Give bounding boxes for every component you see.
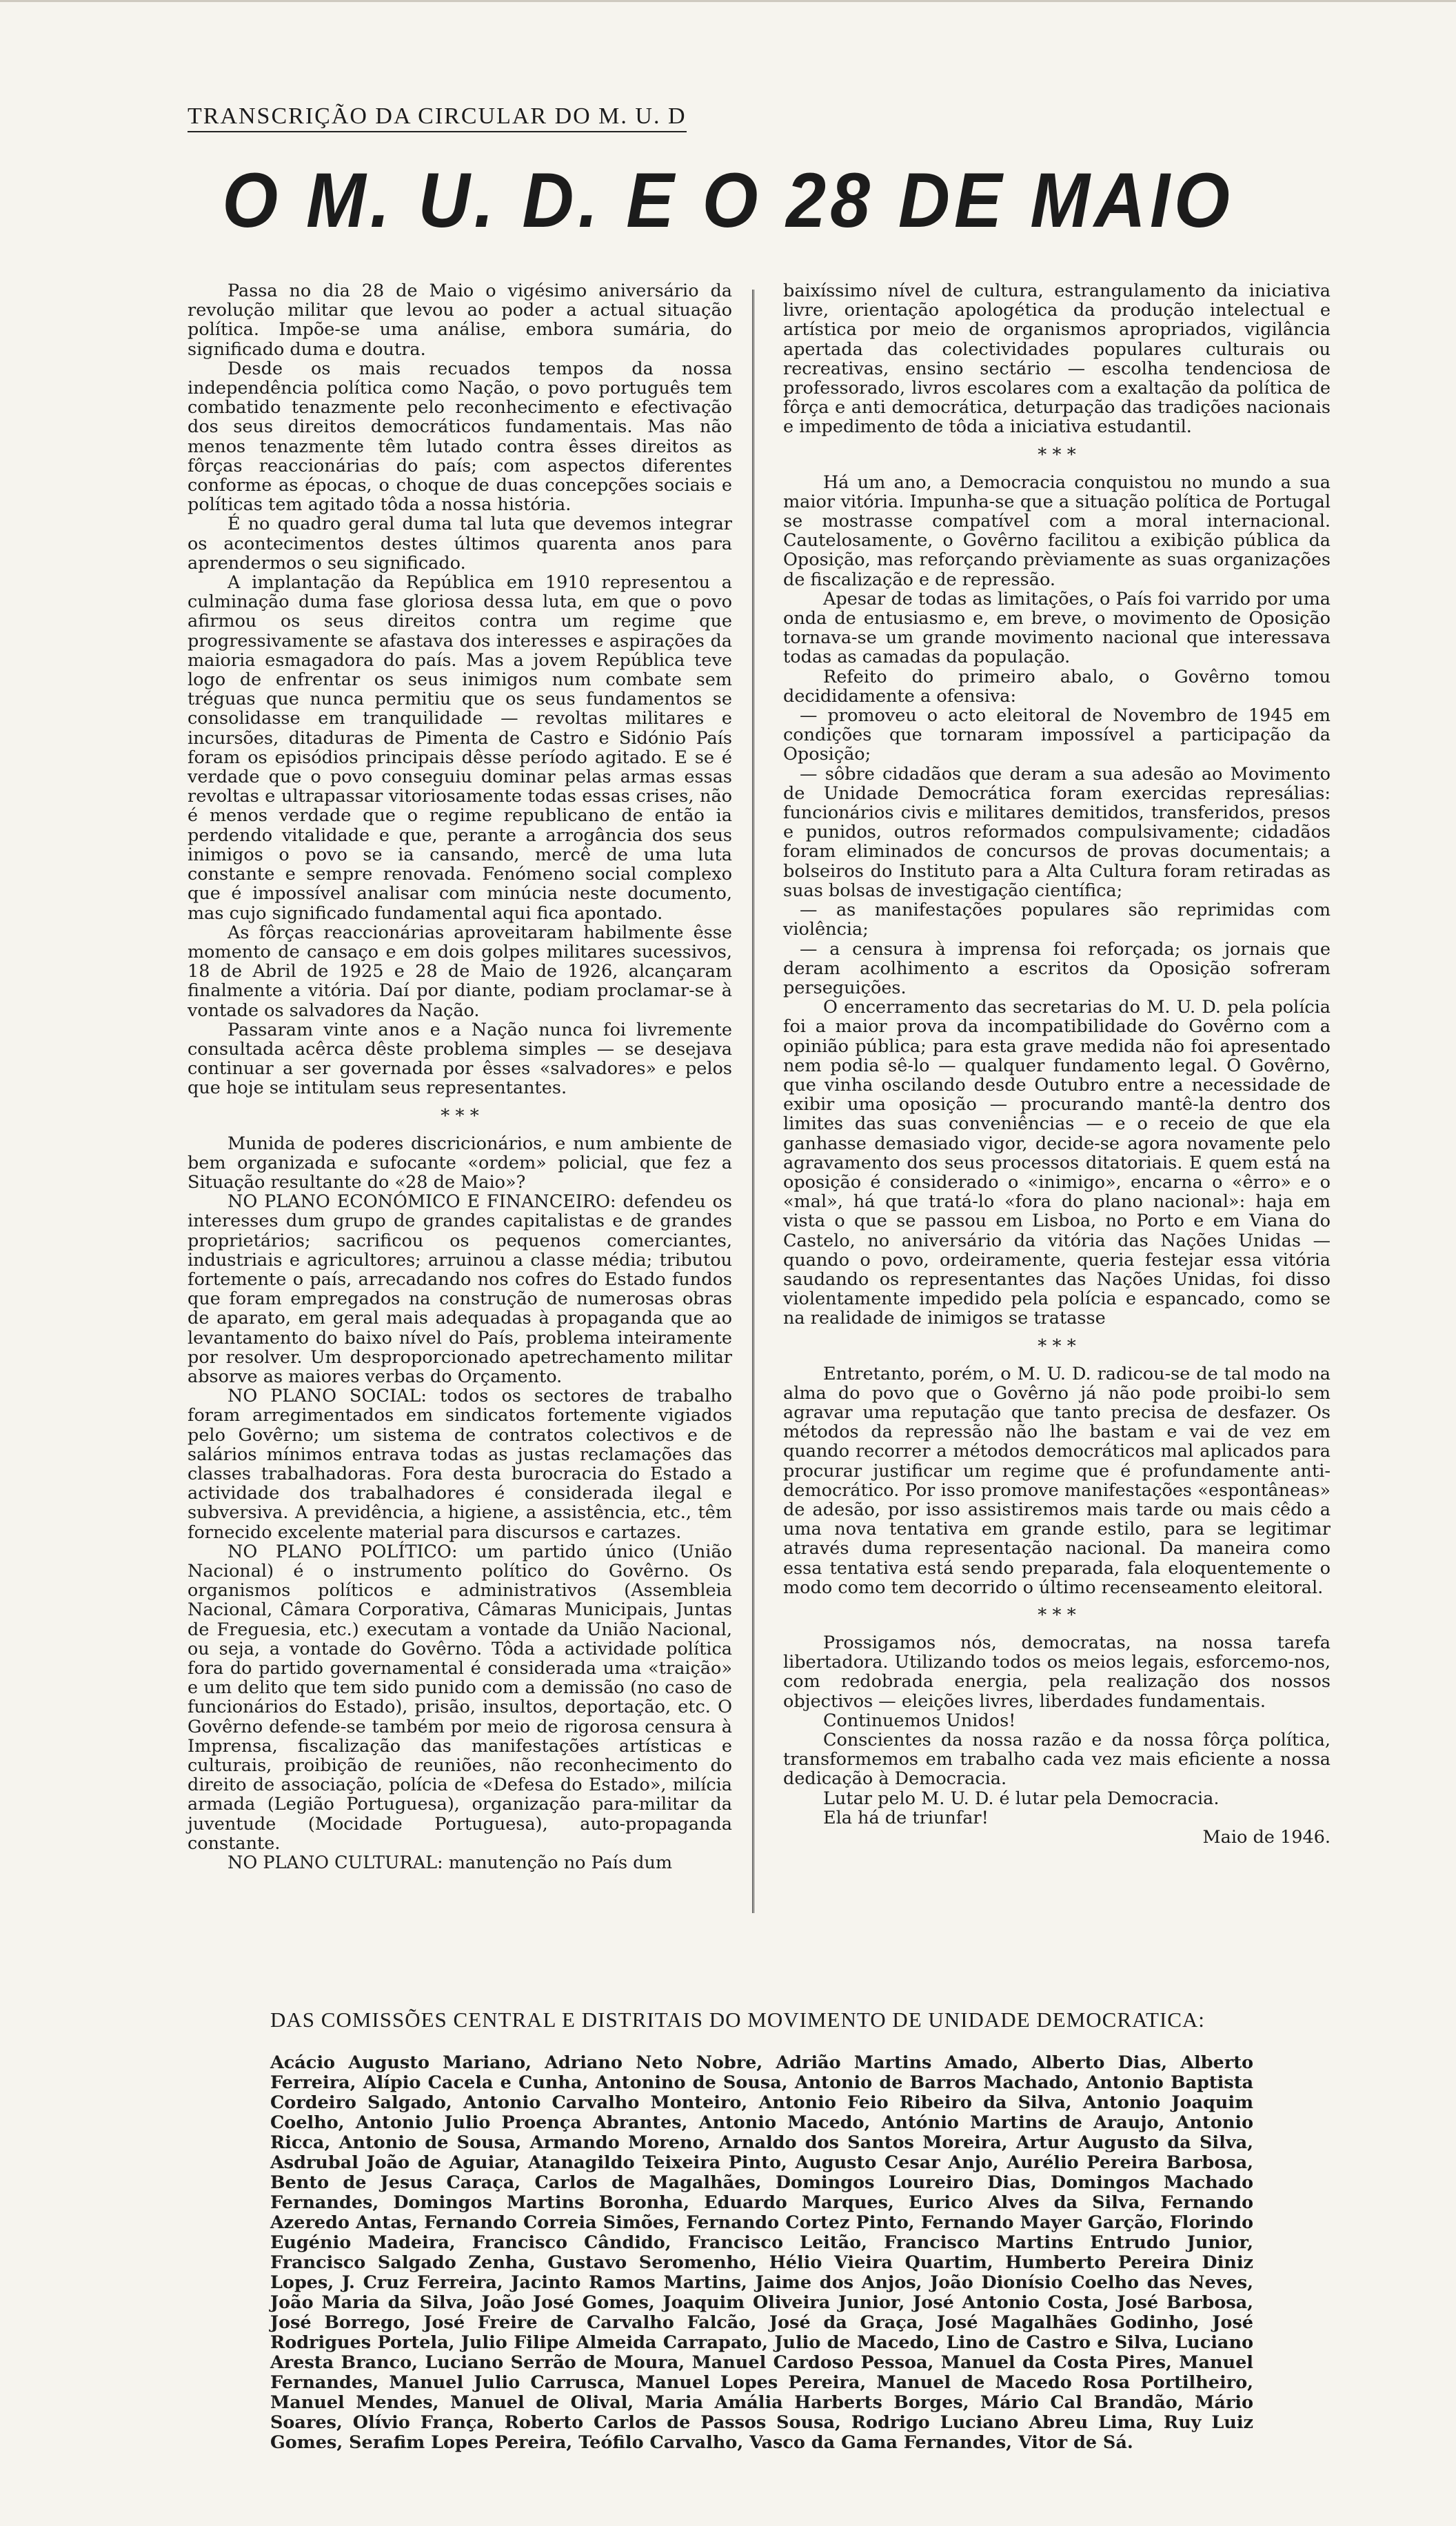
document-title: O M. U. D. E O 28 DE MAIO bbox=[222, 157, 1234, 244]
right-column bbox=[783, 281, 1331, 1847]
circular-heading: TRANSCRIÇÃO DA CIRCULAR DO M. U. D bbox=[188, 103, 687, 132]
section-separator: * * * bbox=[441, 1105, 479, 1126]
paragraph: NO PLANO POLÍTICO: um partido único (União Nacional) é o instrumento político do Govêrno. Os organismos políticos e administrativos (Assembleia Nacional, Câmara Corporativa, Câmaras Municipais, Juntas de Freguesia, etc.) executam a vontade da União Nacional, ou seja, a vontade do Govêrno. Tôda a actividade política fora do partido governamental é considerada uma «traição» e um delito que tem sido punido com a demissão (no caso de funcionários do Estado), prisão, insultos, deportação, etc. O Govêrno defende-se também por meio de rigorosa censura à Imprensa, fiscalização das manifestações artísticas e culturais, proibição de reuniões, não reconhecimento do direito de associação, polícia de «Defesa do Estado», milícia armada (Legião Portuguesa), organização para-militar da juventude (Mocidade Portuguesa), auto-propaganda constante. bbox=[188, 1541, 732, 1854]
paragraph: NO PLANO ECONÓMICO E FINANCEIRO: defendeu os interesses dum grupo de grandes capitalistas e de grandes proprietários; sacrificou os pequenos comerciantes, industriais e agricultores; arruinou a classe média; tributou fortemente o país, arrecadando nos cofres do Estado fundos que foram empregados na construção de numerosas obras de aparato, em geral mais adequadas à propaganda que ao levantamento do baixo nível do País, problema inteiramente por resolver. Um desproporcionado apetrechamento militar absorve as maiores verbas do Orçamento. bbox=[188, 1191, 732, 1387]
paragraph: Passa no dia 28 de Maio o vigésimo aniversário da revolução militar que levou ao poder a actual situação política. Impõe-se uma análise, embora sumária, do significado duma e doutra. bbox=[188, 281, 732, 360]
commissions-names: Acácio Augusto Mariano, Adriano Neto Nobre, Adrião Martins Amado, Alberto Dias, Alberto Ferreira, Alípio Cacela e Cunha, Antonino de Sousa, Antonio de Barros Machado, Antonio Baptista Cordeiro Salgado, Antonio Carvalho Monteiro, Antonio Feio Ribeiro da Silva, Antonio Joaquim Coelho, Antonio Julio Proença Abrantes, Antonio Macedo, António Martins de Araujo, Antonio Ricca, Antonio de Sousa, Armando Moreno, Arnaldo dos Santos Moreira, Artur Augusto da Silva, Asdrubal João de Aguiar, Atanagildo Teixeira Pinto, Augusto Cesar Anjo, Aurélio Pereira Barbosa, Bento de Jesus Caraça, Carlos de Magalhães, Domingos Loureiro Dias, Domingos Machado Fernandes, Domingos Martins Boronha, Eduardo Marques, Eurico Alves da Silva, Fernando Azeredo Antas, Fernando Correia Simões, Fernando Cortez Pinto, Fernando Mayer Garção, Florindo Eugénio Madeira, Francisco Cândido, Francisco Leitão, Francisco Martins Entrudo Junior, Francisco Salgado Zenha, Gustavo Seromenho, Hélio Vieira Quartim, Humberto Pereira Diniz Lopes, J. Cruz Ferreira, Jacinto Ramos Martins, Jaime dos Anjos, João Dionísio Coelho das Neves, João Maria da Silva, João José Gomes, Joaquim Oliveira Junior, José Antonio Costa, José Barbosa, José Borrego, José Freire de Carvalho Falcão, José da Graça, José Magalhães Godinho, José Rodrigues Portela, Julio Filipe Almeida Carrapato, Julio de Macedo, Lino de Castro e Silva, Luciano Aresta Branco, Luciano Serrão de Moura, Manuel Cardoso Pessoa, Manuel da Costa Pires, Manuel Fernandes, Manuel Julio Carrusca, Manuel Lopes Pereira, Manuel de Macedo Rosa Portilheiro, Manuel Mendes, Manuel de Olival, Maria Amália Harberts Borges, Mário Cal Brandão, Mário Soares, Olívio França, Roberto Carlos de Passos Sousa, Rodrigo Luciano Abreu Lima, Ruy Luiz Gomes, Serafim Lopes Pereira, Teófilo Carvalho, Vasco da Gama Fernandes, Vitor de Sá. bbox=[270, 2052, 1253, 2453]
paragraph: Passaram vinte anos e a Nação nunca foi livremente consultada acêrca dêste problema simples — se desejava continuar a ser governada por êsses «salvadores» e pelos que hoje se intitulam seus representantes. bbox=[188, 1019, 732, 1099]
paragraph: NO PLANO CULTURAL: manutenção no País dum bbox=[228, 1852, 673, 1874]
section-separator: * * * bbox=[1038, 444, 1076, 465]
paragraph: — sôbre cidadãos que deram a sua adesão ao Movimento de Unidade Democrática foram exercidas represálias: funcionários civis e militares demitidos, transferidos, presos e punidos, outros reformados compulsivamente; cidadãos foram eliminados de concursos de provas documentais; a bolseiros do Instituto para a Alta Cultura foram retiradas as suas bolsas de investigação científica; bbox=[783, 763, 1331, 901]
section-separator: * * * bbox=[1038, 1335, 1076, 1357]
paragraph: NO PLANO SOCIAL: todos os sectores de trabalho foram arregimentados em sindicatos fortemente vigiados pelo Govêrno; um sistema de contratos colectivos e de salários mínimos entrava todas as justas reclamações das classes trabalhadoras. Fora desta burocracia do Estado a actividade dos trabalhadores é considerada ilegal e subversiva. A previdência, a higiene, a assistência, etc., têm fornecido excelente material para discursos e cartazes. bbox=[188, 1386, 732, 1543]
paragraph: Conscientes da nossa razão e da nossa fôrça política, transformemos em trabalho cada vez mais eficiente a nossa dedicação à Democracia. bbox=[783, 1730, 1331, 1790]
paragraph: Prossigamos nós, democratas, na nossa tarefa libertadora. Utilizando todos os meios legais, esforcemo-nos, com redobrada energia, pela realização dos nossos objectivos — eleições livres, liberdades fundamentais. bbox=[783, 1633, 1331, 1712]
paragraph: Refeito do primeiro abalo, o Govêrno tomou decididamente a ofensiva: bbox=[783, 666, 1331, 707]
left-column bbox=[188, 281, 732, 1872]
paragraph: Apesar de todas as limitações, o País foi varrido por uma onda de entusiasmo e, em breve, o movimento de Oposição tornava-se um grande movimento nacional que interessava todas as camadas da população. bbox=[783, 588, 1331, 668]
top-border bbox=[0, 0, 1456, 2]
paragraph: Continuemos Unidos! bbox=[823, 1710, 1016, 1731]
paragraph: Há um ano, a Democracia conquistou no mundo a sua maior vitória. Impunha-se que a situação política de Portugal se mostrasse compatível com a moral internacional. Cautelosamente, o Govêrno facilitou a exibição pública da Oposição, mas reforçando prèviamente as suas organizações de fiscalização e de repressão. bbox=[783, 472, 1331, 590]
paragraph: O encerramento das secretarias do M. U. D. pela polícia foi a maior prova da incompatibilidade do Govêrno com a opinião pública; para esta grave medida não foi apresentado nem podia sê-lo — qualquer fundamento legal. O Govêrno, que vinha oscilando desde Outubro entre a necessidade de exibir uma oposição — procurando mantê-la dentro dos limites das suas conveniências — e o receio de que ela ganhasse demasiado vigor, decide-se agora novamente pelo agravamento dos seus processos ditatoriais. E quem está na oposição é considerado o «inimigo», encarna o «êrro» e o «mal», há que tratá-lo «fora do plano nacional»: haja em vista o que se passou em Lisboa, no Porto e em Viana do Castelo, no aniversário da vitória das Nações Unidas — quando o povo, ordeiramente, queria festejar essa vitória saudando os representantes das Nações Unidas, foi disso violentamente impedido pela polícia e espancado, como se na realidade de inimigos se tratasse bbox=[783, 997, 1331, 1329]
paragraph: A implantação da República em 1910 representou a culminação duma fase gloriosa dessa luta, em que o povo afirmou os seus direitos contra um regime que progressivamente se afastava dos interesses e aspirações da maioria esmagadora do país. Mas a jovem República teve logo de enfrentar os seus inimigos num combate sem tréguas que nunca permitiu que os seus fundamentos se consolidasse em tranquilidade — revoltas militares e incursões, ditaduras de Pimenta de Castro e Sidónio País foram os episódios principais dêsse período agitado. E se é verdade que o povo conseguiu dominar pelas armas essas revoltas e ultrapassar vitoriosamente todas essas crises, não é menos verdade que o regime republicano de então ia perdendo vitalidade e que, perante a arrogância dos seus inimigos o povo se ia cansando, mercê de uma luta constante e sempre renovada. Fenómeno social complexo que é impossível analisar com minúcia neste documento, mas cujo significado fundamental aqui fica apontado. bbox=[188, 572, 732, 924]
section-separator: * * * bbox=[1038, 1605, 1076, 1626]
commissions-section bbox=[270, 2008, 1253, 2453]
paragraph: — promoveu o acto eleitoral de Novembro de 1945 em condições que tornaram impossível a participação da Oposição; bbox=[783, 705, 1331, 765]
paragraph: Entretanto, porém, o M. U. D. radicou-se de tal modo na alma do povo que o Govêrno já não pode proibi-lo sem agravar uma reputação que tanto precisa de desfazer. Os métodos da repressão não lhe bastam e vai de vez em quando recorrer a métodos democráticos mal aplicados para procurar justificar um regime que é profundamente anti-democrático. Por isso promove manifestações «espontâneas» de adesão, por isso assistiremos mais tarde ou mais cêdo a uma nova tentativa em grande estilo, para se legitimar através duma representação nacional. Da maneira como essa tentativa está sendo preparada, fala eloquentemente o modo como tem decorrido o último recenseamento eleitoral. bbox=[783, 1363, 1331, 1598]
paragraph: Lutar pelo M. U. D. é lutar pela Democracia. bbox=[823, 1788, 1220, 1809]
paragraph: Munida de poderes discricionários, e num ambiente de bem organizada e sufocante «ordem» policial, que fez a Situação resultante do «28 de Maio»? bbox=[188, 1133, 732, 1193]
paragraph: Desde os mais recuados tempos da nossa independência política como Nação, o povo português tem combatido tenazmente pelo reconhecimento e efectivação dos seus direitos democráticos fundamentais. Mas não menos tenazmente têm lutado contra êsses direitos as fôrças reaccionárias do país; com aspectos diferentes conforme as épocas, o choque de duas concepções sociais e políticas tem agitado tôda a nossa história. bbox=[188, 358, 732, 516]
column-divider bbox=[752, 290, 755, 1913]
commissions-title: DAS COMISSÕES CENTRAL E DISTRITAIS DO MOVIMENTO DE UNIDADE DEMOCRATICA: bbox=[270, 2008, 1205, 2032]
paragraph: — as manifestações populares são reprimidas com violência; bbox=[783, 900, 1331, 940]
paragraph: As fôrças reaccionárias aproveitaram habilmente êsse momento de cansaço e em dois golpes militares sucessivos, 18 de Abril de 1925 e 28 de Maio de 1926, alcançaram finalmente a vitória. Daí por diante, podiam proclamar-se à vontade os salvadores da Nação. bbox=[188, 922, 732, 1021]
paragraph: — a censura à imprensa foi reforçada; os jornais que deram acolhimento a escritos da Oposição sofreram perseguições. bbox=[783, 938, 1331, 998]
paragraph: baixíssimo nível de cultura, estrangulamento da iniciativa livre, orientação apologética da produção intelectual e artística por meio de organismos apropriados, vigilância apertada das colectividades populares culturais ou recreativas, ensino sectário — escolha tendenciosa de professorado, livros escolares com a exaltação da política de fôrça e anti democrática, deturpação das tradições nacionais e impedimento de tôda a iniciativa estudantil. bbox=[783, 281, 1331, 438]
document-date: Maio de 1946. bbox=[1202, 1827, 1331, 1848]
paragraph: Ela há de triunfar! bbox=[823, 1807, 989, 1828]
paragraph: É no quadro geral duma tal luta que devemos integrar os acontecimentos destes últimos quarenta anos para aprendermos o seu significado. bbox=[188, 514, 732, 574]
